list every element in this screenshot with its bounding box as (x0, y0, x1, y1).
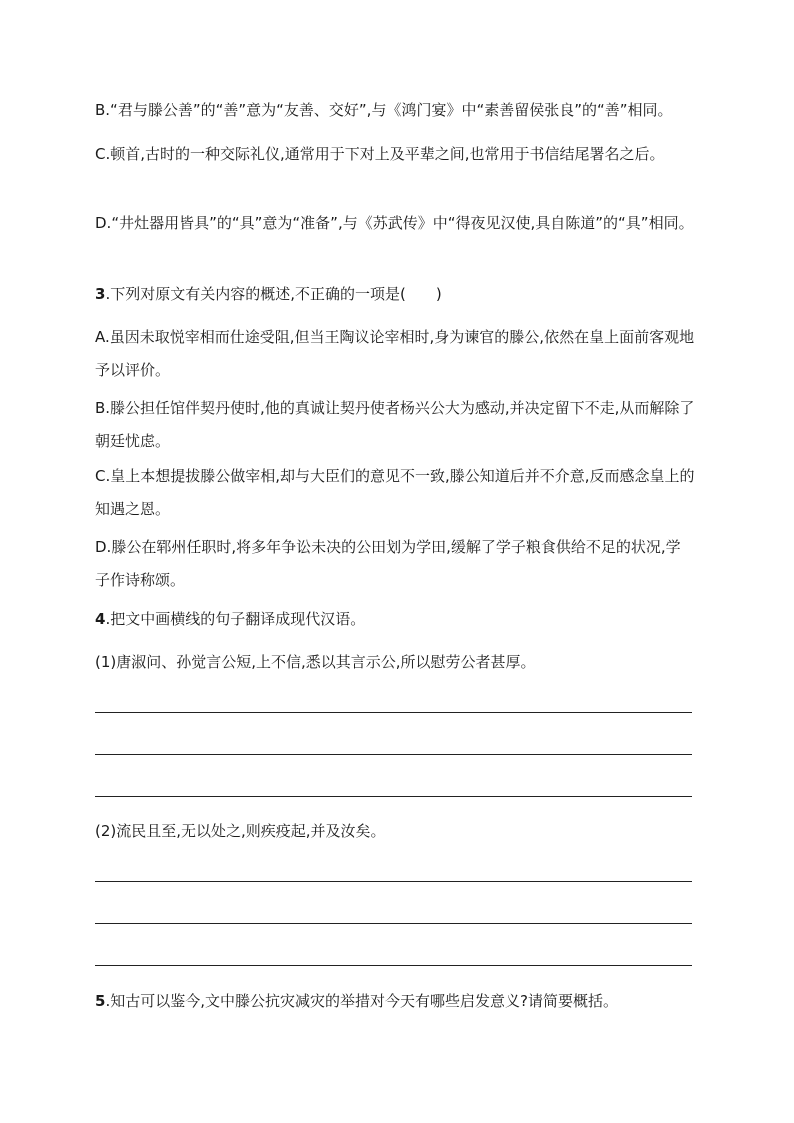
q5-stem (95, 985, 695, 1018)
q3-option-a: A.虽因未取悦宰相而仕途受阻,但当王陶议论宰相时,身为谏官的滕公,依然在皇上面前客观地予以评价。 (95, 328, 695, 379)
q4-sub1: (1)唐淑问、孙觉言公短,上不信,悉以其言示公,所以慰劳公者甚厚。 (95, 653, 536, 671)
q5-number: 5 (95, 992, 106, 1010)
q2-option-b: B.“君与滕公善”的“善”意为“友善、交好”,与《鸿门宴》中“素善留侯张良”的“善”相同。 (95, 101, 673, 119)
q3-stem-text: .下列对原文有关内容的概述,不正确的一项是( ) (105, 285, 442, 303)
q4-stem-text: .把文中画横线的句子翻译成现代汉语。 (105, 610, 366, 628)
q5-stem-text: .知古可以鉴今,文中滕公抗灾减灾的举措对今天有哪些启发意义?请简要概括。 (105, 992, 618, 1010)
q2-option-d: D.“井灶器用皆具”的“具”意为“准备”,与《苏武传》中“得夜见汉使,具自陈道”的“具”相同。 (95, 214, 694, 232)
answer-line[interactable] (95, 965, 692, 966)
q4-sub2: (2)流民且至,无以处之,则疾疫起,并及汝矣。 (95, 822, 386, 840)
answer-line[interactable] (95, 796, 692, 797)
q3-stem (95, 278, 695, 311)
answer-line[interactable] (95, 923, 692, 924)
q3-number: 3 (95, 285, 106, 303)
answer-line[interactable] (95, 754, 692, 755)
answer-line[interactable] (95, 712, 692, 713)
q3-option-d: D.滕公在郓州任职时,将多年争讼未决的公田划为学田,缓解了学子粮食供给不足的状况,学子作诗称颂。 (95, 538, 681, 589)
answer-line[interactable] (95, 881, 692, 882)
q4-number: 4 (95, 610, 106, 628)
q4-stem (95, 603, 695, 636)
q3-option-c: C.皇上本想提拔滕公做宰相,却与大臣们的意见不一致,滕公知道后并不介意,反而感念皇上的知遇之恩。 (95, 467, 695, 518)
q2-option-c: C.顿首,古时的一种交际礼仪,通常用于下对上及平辈之间,也常用于书信结尾署名之后。 (95, 145, 665, 163)
q3-option-b: B.滕公担任馆伴契丹使时,他的真诚让契丹使者杨兴公大为感动,并决定留下不走,从而解除了朝廷忧虑。 (95, 399, 695, 450)
